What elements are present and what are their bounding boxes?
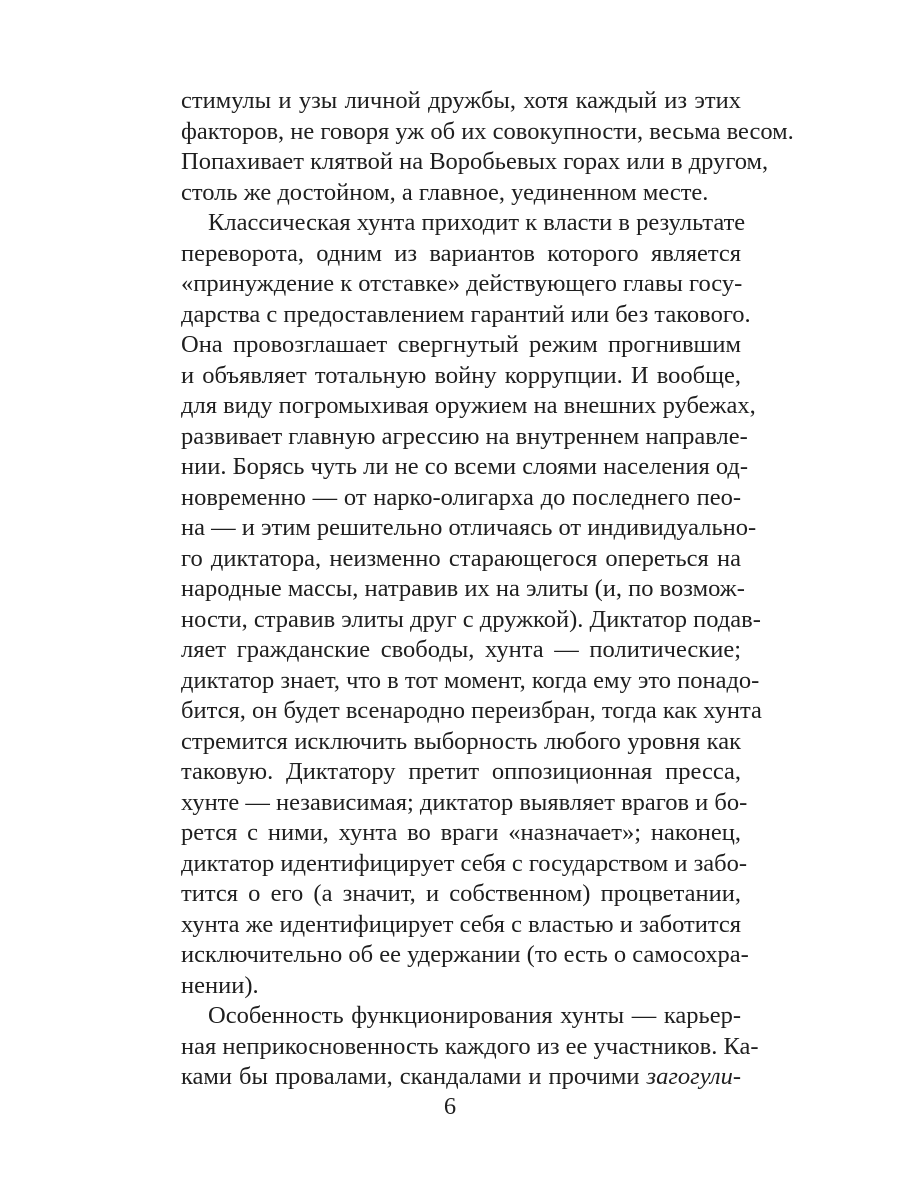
- text-line: на — и этим решительно отличаясь от индивидуально-: [181, 514, 757, 541]
- text-line: и объявляет тотальную войну коррупции. И вообще,: [181, 361, 741, 389]
- page-number: 6: [443, 1093, 457, 1120]
- text-line: для виду погромыхивая оружием на внешних рубежах,: [181, 392, 756, 419]
- text-line: исключительно об ее удержании (то есть о самосохра-: [181, 941, 749, 968]
- text-line: ная неприкосновенность каждого из ее участников. Ка-: [181, 1032, 759, 1060]
- text-line: факторов, не говоря уж об их совокупности, весьма весом.: [181, 117, 794, 145]
- text-line: «принуждение к отставке» действующего главы госу-: [181, 270, 743, 297]
- text-line: стимулы и узы личной дружбы, хотя каждый из этих: [181, 87, 741, 114]
- text-line: Она провозглашает свергнутый режим прогнившим: [181, 331, 741, 358]
- text-line: переворота, одним из вариантов которого является: [181, 239, 741, 267]
- text-line: [181, 1062, 741, 1093]
- text-line: новременно — от нарко-олигарха до последнего пео-: [181, 483, 741, 511]
- text-run: ками бы провалами, скандалами и прочими: [181, 1063, 647, 1090]
- text-line: хунте — независимая; диктатор выявляет врагов и бо-: [181, 788, 748, 816]
- text-line: рется с ними, хунта во враги «назначает»; наконец,: [181, 819, 741, 846]
- text-line: го диктатора, неизменно старающегося опереться на: [181, 544, 741, 572]
- text-line: Особенность функционирования хунты — карьер-: [208, 1002, 741, 1029]
- text-line: развивает главную агрессию на внутреннем направле-: [181, 422, 748, 450]
- text-line: хунта же идентифицирует себя с властью и заботится: [181, 910, 741, 938]
- text-line: дарства с предоставлением гарантий или без такового.: [181, 300, 751, 328]
- text-line: ляет гражданские свободы, хунта — политические;: [181, 636, 741, 663]
- text-line: тится о его (а значит, и собственном) процветании,: [181, 880, 741, 907]
- italic-word: загогули-: [646, 1063, 741, 1090]
- text-line: нении).: [181, 971, 259, 999]
- body-text: [181, 86, 794, 1093]
- text-line: Попахивает клятвой на Воробьевых горах или в другом,: [181, 148, 769, 175]
- text-line: диктатор идентифицирует себя с государством и забо-: [181, 849, 748, 877]
- text-line: бится, он будет всенародно переизбран, тогда как хунта: [181, 697, 762, 724]
- text-line: народные массы, натравив их на элиты (и, по возмож-: [181, 575, 745, 602]
- text-line: столь же достойном, а главное, уединенном месте.: [181, 178, 709, 206]
- text-line: нии. Борясь чуть ли не со всеми слоями населения од-: [181, 453, 749, 480]
- text-line: диктатор знает, что в тот момент, когда ему это понадо-: [181, 666, 760, 694]
- text-line: таковую. Диктатору претит оппозиционная пресса,: [181, 758, 741, 785]
- text-line: ности, стравив элиты друг с дружкой). Диктатор подав-: [181, 605, 761, 633]
- text-line: Классическая хунта приходит к власти в результате: [208, 209, 746, 236]
- text-line: стремится исключить выборность любого уровня как: [181, 727, 741, 755]
